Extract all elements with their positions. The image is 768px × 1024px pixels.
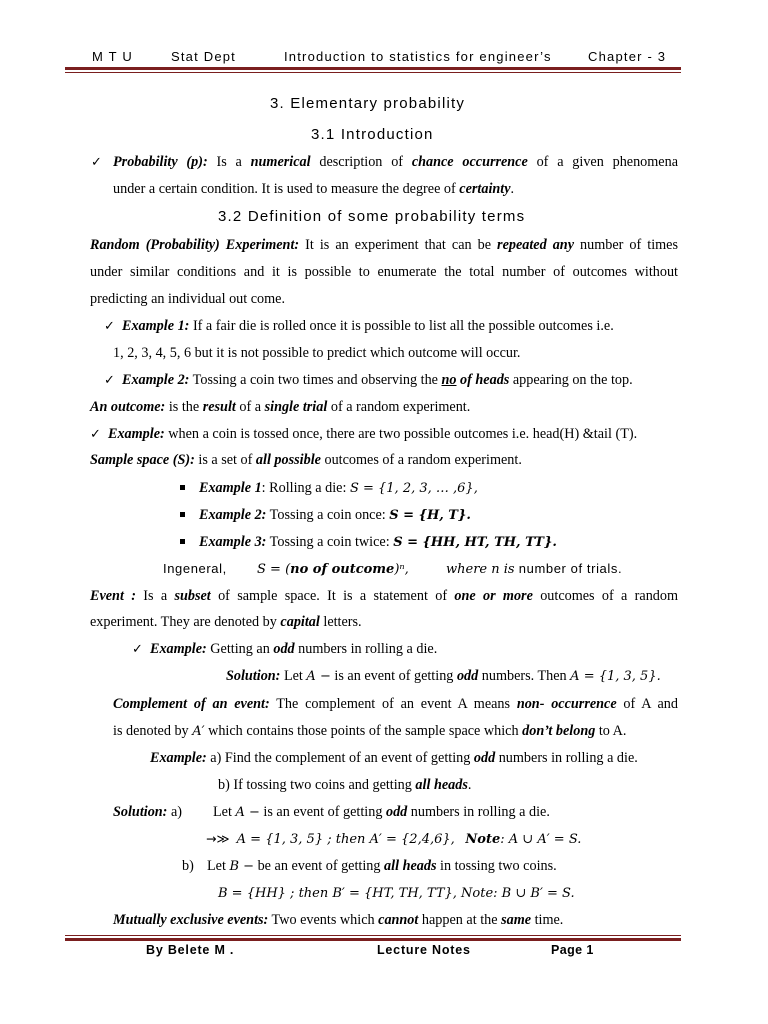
sample-general-formula: S = (no of outcome)ⁿ, [257, 562, 409, 577]
sample-space-line: Sample space (S): is a set of all possible outcomes of a random experiment. [90, 452, 522, 468]
footer-notes: Lecture Notes [377, 943, 471, 957]
outcome-line: An outcome: is the result of a single trial of a random experiment. [90, 399, 471, 415]
random-line-3: predicting an individual out come. [90, 291, 286, 307]
outcome-example: ✓ Example: when a coin is tossed once, there are two possible outcomes i.e. head(H) &tail (T). [90, 426, 638, 442]
random-example-2: ✓ Example 2: Tossing a coin two times and observing the no of heads appearing on the top. [104, 372, 633, 388]
header-dept: Stat Dept [171, 49, 236, 64]
complement-line-2: is denoted by A′ which contains those points of the sample space which don’t belong to A. [113, 723, 627, 739]
mutually-exclusive-line: Mutually exclusive events: Two events which cannot happen at the same time. [113, 912, 564, 928]
header-rule [65, 67, 681, 70]
bullet-icon [180, 485, 185, 490]
complement-solution-b: b) [182, 858, 194, 874]
random-example-1: ✓ Example 1: If a fair die is rolled once it is possible to list all the possible outcomes i.e. [104, 318, 614, 334]
complement-solution-a-math: →≫ A = {1, 3, 5} ; then A′ = {2,4,6}, Note: A ∪ A′ = S. [206, 831, 582, 847]
complement-example-b: b) If tossing two coins and getting all heads. [218, 777, 472, 793]
sample-example-1: Example 1: Rolling a die: S = {1, 2, 3, … ,6}, [180, 480, 478, 497]
check-icon: ✓ [91, 155, 102, 170]
header-rule-thin [65, 72, 681, 73]
random-line-1: Random (Probability) Experiment: It is an experiment that can be repeated any number of times [90, 237, 678, 253]
header-course: Introduction to statistics for engineer’s [284, 49, 552, 64]
complement-example-a: Example: a) Find the complement of an event of getting odd numbers in rolling a die. [150, 750, 638, 766]
check-icon: ✓ [90, 427, 101, 442]
intro-line-2: under a certain condition. It is used to measure the degree of certainty. [113, 181, 515, 197]
check-icon: ✓ [104, 319, 115, 334]
sample-general: Ingeneral, [163, 561, 227, 576]
chapter-title: 3. Elementary probability [270, 95, 466, 112]
event-line-2: experiment. They are denoted by capital letters. [90, 614, 362, 630]
event-example: ✓ Example: Getting an odd numbers in rolling a die. [132, 641, 438, 657]
header-chapter: Chapter - 3 [588, 49, 667, 64]
footer-rule [65, 938, 681, 941]
section-title-3-1: 3.1 Introduction [311, 126, 434, 143]
complement-line-1: Complement of an event: The complement of an event A means non- occurrence of A and [113, 696, 678, 712]
footer-page: Page 1 [551, 943, 594, 957]
sample-example-3: Example 3: Tossing a coin twice: S = {HH, HT, TH, TT}. [180, 534, 557, 551]
footer-rule-thin [65, 935, 681, 936]
arrow-icon: →≫ [206, 831, 230, 846]
complement-solution-b-math: B = {HH} ; then B′ = {HT, TH, TT}, Note: B ∪ B′ = S. [218, 886, 575, 901]
section-title-3-2: 3.2 Definition of some probability terms [218, 208, 526, 225]
bullet-icon [180, 539, 185, 544]
intro-line-1: Probability (p): Is a numerical description of chance occurrence of a given phenomena [113, 154, 678, 170]
check-icon: ✓ [132, 642, 143, 657]
complement-solution-a: Solution: a) [113, 804, 182, 820]
bullet-icon [180, 512, 185, 517]
check-icon: ✓ [104, 373, 115, 388]
random-line-2: under similar conditions and it is possible to enumerate the total number of outcomes without [90, 264, 678, 280]
event-solution: Solution: Let A − is an event of getting odd numbers. Then A = {1, 3, 5}. [226, 668, 661, 684]
complement-solution-b-text: Let B − be an event of getting all heads in tossing two coins. [207, 858, 557, 874]
complement-solution-a-text: Let A − is an event of getting odd numbers in rolling a die. [213, 804, 550, 820]
sample-general-tail: where n is number of trials. [446, 561, 623, 577]
sample-example-2: Example 2: Tossing a coin once: S = {H, T}. [180, 507, 471, 524]
event-line-1: Event : Is a subset of sample space. It is a statement of one or more outcomes of a random [90, 588, 679, 604]
header-university: M T U [92, 49, 133, 64]
footer-author: By Belete M . [146, 943, 235, 957]
random-example-1-line-2: 1, 2, 3, 4, 5, 6 but it is not possible to predict which outcome will occur. [113, 345, 521, 361]
